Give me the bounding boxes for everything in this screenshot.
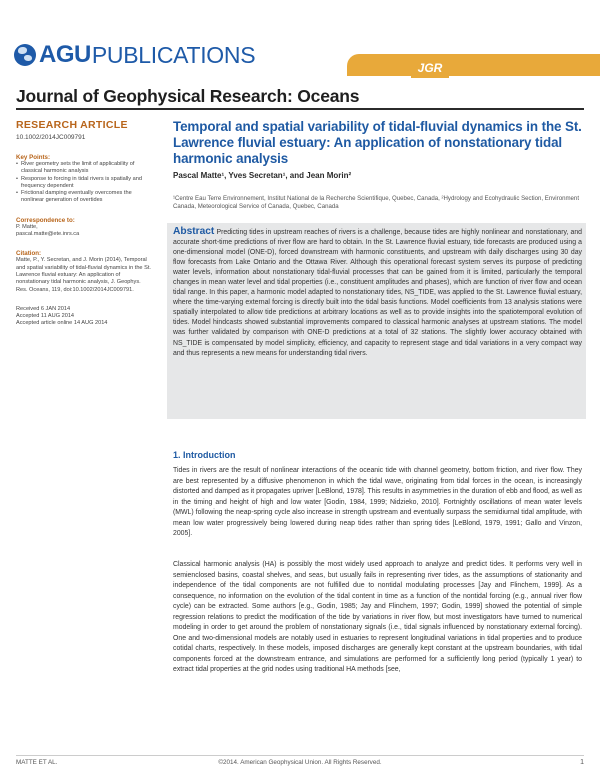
journal-banner (347, 54, 600, 76)
article-title: Temporal and spatial variability of tidal-fluvial dynamics in the St. Lawrence fluvial estuary: An application of nonstationary tidal harmonic analysis (173, 119, 582, 167)
logo-agu-text: AGU (39, 41, 91, 68)
doi[interactable]: 10.1002/2014JC009791 (16, 134, 86, 141)
left-sidebar (16, 119, 151, 328)
article-type: RESEARCH ARTICLE (16, 119, 128, 131)
section-heading-introduction: 1. Introduction (173, 450, 236, 460)
key-point: • Response to forcing in tidal rivers is spatially and frequency dependent (16, 176, 151, 191)
jgr-tag: JGR (411, 58, 449, 78)
key-point: • River geometry sets the limit of applicability of classical harmonic analysis (16, 161, 151, 176)
body-paragraph: Classical harmonic analysis (HA) is possibly the most widely used approach to analyze and predict tides. It performs very well in semienclosed basins, coastal shelves, and seas, but usually fails in representing river tides, as the assumptions of stationarity and independence of the tidal components are not fulfilled due to nontidal modulating processes [Jay and Flinchem, 1999]. As a consequence, no information on the evolution of the tidal content in time as a function of the nontidal forcing (e.g., annual river flow cycle) can be extracted. Some authors [e.g., Godin, 1985; Jay and Flinchem, 1997; Godin, 1999] showed the potential of simple regression relations to predict the modification of the tide by variations in river flow, but most investigators have turned to numerical modeling in order to get around the problem of nonstationary signals (i.e., tidal signals influenced by nonstationary external forcing). One and two-dimensional models are notably used in estuaries to represent longitudinal variations in tidal properties and to produce cotidal charts, respectively. In these models, imposed discharges are generally kept constant at the upstream boundaries, with tidal components forced at the downstream entrance, and simulations are performed for a sufficiently long period (typically 1 year) to extract tidal properties at the grid nodes using traditional HA methods [see, (173, 561, 582, 673)
abstract (173, 227, 582, 359)
correspondence-name: P. Matte, (16, 223, 38, 230)
accepted-date: Accepted 11 AUG 2014 (16, 313, 75, 320)
key-point: • Frictional damping eventually overcomes the nonlinear generation of overtides (16, 190, 151, 205)
correspondence-heading: Correspondence to: (16, 216, 75, 224)
correspondence-email[interactable]: pascal.matte@ete.inrs.ca (16, 231, 80, 238)
abstract-text: Predicting tides in upstream reaches of rivers is a challenge, because tides are highly nonlinear and nonstationary, and accurate short-time predictions of river flow are hard to obtain. In the St. Lawrence fluvial estuary, tide forecasts are produced using a one-dimensional model (ONE-D), forced downstream with harmonic constituents, and upstream with daily discharges using 30 day flow forecasts from Lake Ontario and the Ottawa River. Although this operational forecast system serves its purpose of predicting water levels, information about nonstationary tidal-fluvial processes that can be gained from it is limited, particularly the temporal changes in mean water level and tidal properties (i.e., constituent amplitudes and phases), which are function of river flow and ocean tidal range. In this paper, a harmonic model adapted to nonstationary tides, NS_TIDE, was applied to the St. Lawrence fluvial estuary, where the time-varying external forcing is directly built into the tidal basis functions. Model coefficients from 13 analysis stations were spatially interpolated to allow tide predictions at arbitrary locations as well as to provide insights into the spatiotemporal evolution of tides. Model hindcasts showed substantial improvements compared to classical harmonic analyses at upstream stations. The model was further validated by comparison with ONE-D predictions at a total of 32 stations. The slightly lower accuracy obtained with NS_TIDE is compensated by model simplicity, efficiency, and capacity to represent stage and tidal variations in a very compact way and thus represents a new means for understanding tidal rivers. (173, 229, 582, 357)
body-paragraph: Tides in rivers are the result of nonlinear interactions of the oceanic tide with channel geometry, bottom friction, and river flow. They are best represented by a diffusive phenomenon in which the tidal wave, originating from tidal forces in the ocean, is increasingly distorted and damped as it propagates upriver [LeBlond, 1978]. This results in asymmetries in the duration of ebb and flood, as well as in the timing and height of high and low water [Godin, 1984, 1999; Nidzieko, 2010]. Fortnightly oscillations of mean water levels (MWL) following the neap-spring cycle also increase in strength upstream and eventually surpass the semidiurnal tidal amplitude, with mean low water progressively being lowered during neap tides rather than spring tides [LeBlond, 1979, 1991; Gallo and Vinzon, 2005]. (173, 467, 582, 537)
abstract-label: Abstract (173, 226, 215, 237)
author-list: Pascal Matte¹, Yves Secretan¹, and Jean Morin² (173, 171, 352, 180)
footer-authors: MATTE ET AL. (16, 759, 58, 766)
affiliations: ¹Centre Eau Terre Environnement, Institut National de la Recherche Scientifique, Quebec, Canada, ²Hydrology and Ecohydraulic Section, Environment Canada, Meteorological Service of Canada, Quebec, Canada (173, 195, 580, 210)
header-rule (16, 108, 584, 110)
page-number: 1 (580, 759, 584, 766)
journal-title: Journal of Geophysical Research: Oceans (16, 86, 360, 106)
citation-heading: Citation: (16, 250, 42, 258)
citation-text: Matte, P., Y. Secretan, and J. Morin (2014), Temporal and spatial variability of tidal-fluvial dynamics in the St. Lawrence fluvial estuary: An application of nonstationary tidal harmonic analysis, J. Geophys. Res. Oceans, 119, doi:10.1002/2014JC009791. (16, 257, 151, 293)
footer-rule (16, 755, 584, 756)
globe-icon (14, 44, 36, 66)
footer-copyright: ©2014. American Geophysical Union. All Rights Reserved. (218, 759, 382, 766)
received-date: Received 6 JAN 2014 (16, 305, 71, 312)
logo-publications-text: PUBLICATIONS (91, 41, 256, 68)
agu-publications-logo (14, 42, 255, 68)
key-points-heading: Key Points: (16, 154, 51, 161)
online-date: Accepted article online 14 AUG 2014 (16, 320, 108, 327)
